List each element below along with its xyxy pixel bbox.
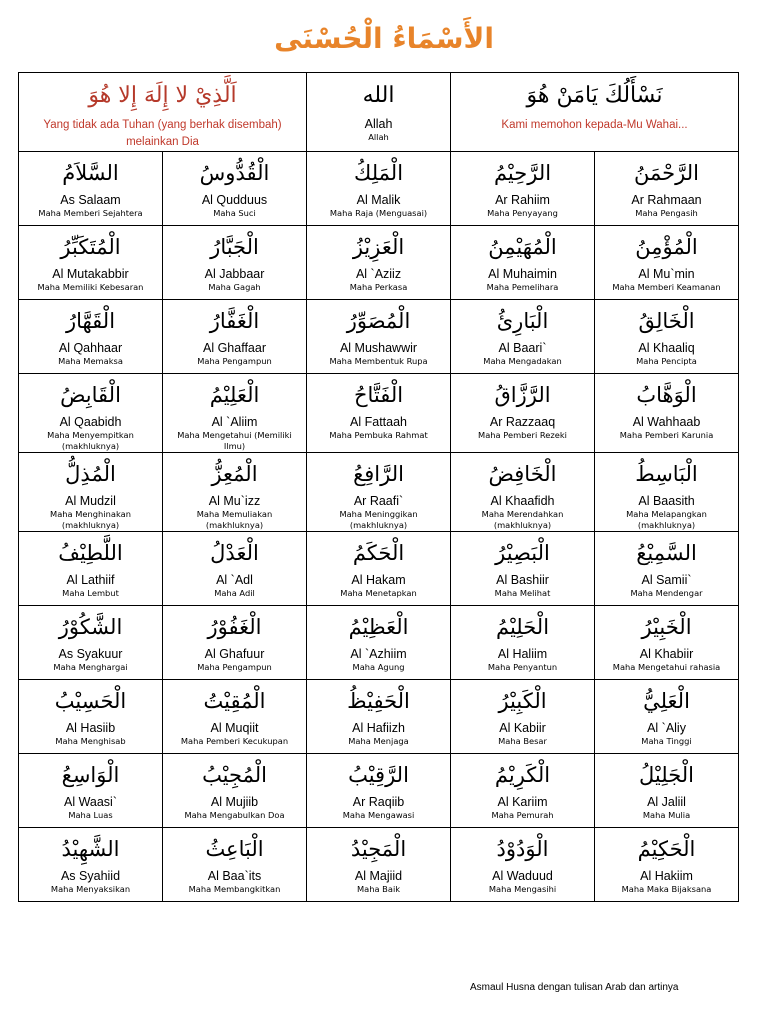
- name-latin: Al Malik: [356, 193, 401, 207]
- header-left-arabic: اَلَّذِيْ لا إِلَهَ إِلا هُوَ: [88, 83, 237, 108]
- name-arabic: الْخَالِقُ: [638, 309, 695, 333]
- name-meaning: Maha Memiliki Kebesaran: [37, 282, 144, 292]
- name-cell: [163, 532, 307, 606]
- name-cell: [163, 680, 307, 754]
- name-latin: Al Jabbaar: [204, 267, 265, 281]
- page-title: الأَسْمَاءُ الْحُسْنَى: [274, 22, 494, 55]
- name-latin: As Salaam: [60, 193, 121, 207]
- name-cell: [595, 300, 739, 374]
- name-latin: Al Muqiit: [210, 721, 259, 735]
- name-cell: [19, 754, 163, 828]
- name-meaning: Maha Adil: [214, 588, 255, 598]
- name-meaning: Maha Menyempitkan (makhluknya): [47, 430, 134, 451]
- name-arabic: الْعَظِيْمُ: [348, 615, 409, 639]
- name-latin: Al Waasi`: [63, 795, 117, 809]
- name-arabic: الْحَكِيْمُ: [637, 837, 696, 861]
- name-meaning: Maha Menjaga: [348, 736, 409, 746]
- name-cell: [595, 606, 739, 680]
- name-cell: [451, 680, 595, 754]
- name-latin: Al Ghafuur: [204, 647, 265, 661]
- name-latin: Al Samii`: [641, 573, 692, 587]
- name-latin: Al Baari`: [498, 341, 547, 355]
- name-cell: [19, 606, 163, 680]
- name-latin: Al Hafiizh: [352, 721, 405, 735]
- header-right-text: Kami memohon kepada-Mu Wahai...: [501, 119, 688, 131]
- name-cell: [19, 453, 163, 532]
- name-arabic: الْعَلِيْمُ: [209, 383, 260, 407]
- name-meaning: Maha Pemberi Kecukupan: [180, 736, 289, 746]
- name-cell: [19, 828, 163, 902]
- name-cell: [19, 300, 163, 374]
- name-cell: [595, 680, 739, 754]
- name-arabic: الرَّحِيْمُ: [493, 161, 552, 185]
- header-center-cell: [307, 73, 451, 152]
- name-arabic: الْمُهَيْمِنُ: [488, 235, 557, 259]
- name-meaning: Maha Besar: [498, 736, 547, 746]
- name-cell: [163, 606, 307, 680]
- name-meaning: Maha Mulia: [642, 810, 691, 820]
- name-latin: Al Khabiir: [639, 647, 694, 661]
- name-cell: [163, 374, 307, 453]
- name-meaning: Maha Menyaksikan: [50, 884, 131, 894]
- name-cell: [307, 532, 451, 606]
- name-arabic: الرَّافِعُ: [353, 462, 404, 486]
- name-meaning: Maha Mengadakan: [483, 356, 562, 366]
- name-cell: [451, 606, 595, 680]
- name-meaning: Maha Maka Bijaksana: [621, 884, 712, 894]
- name-latin: Al Majiid: [354, 869, 403, 883]
- asmaul-husna-table: [18, 72, 739, 902]
- name-latin: Al Kariim: [497, 795, 548, 809]
- name-cell: [307, 453, 451, 532]
- name-arabic: الْوَدُوْدُ: [496, 837, 549, 861]
- name-meaning: Maha Lembut: [62, 588, 119, 598]
- name-row: [19, 606, 739, 680]
- name-row: [19, 453, 739, 532]
- name-latin: Al `Aliy: [647, 721, 686, 735]
- name-latin: Al Fattaah: [350, 415, 407, 429]
- name-latin: Al Bashiir: [496, 573, 549, 587]
- name-cell: [595, 152, 739, 226]
- name-meaning: Maha Merendahkan (makhluknya): [481, 509, 564, 530]
- name-meaning: Maha Agung: [352, 662, 405, 672]
- name-cell: [307, 374, 451, 453]
- name-latin: Ar Rahmaan: [631, 193, 702, 207]
- name-cell: [307, 828, 451, 902]
- name-meaning: Maha Luas: [68, 810, 113, 820]
- name-arabic: الرَّزَّاقُ: [494, 383, 551, 407]
- name-row: [19, 828, 739, 902]
- name-cell: [19, 152, 163, 226]
- name-latin: Al Mu`izz: [208, 494, 261, 508]
- name-meaning: Maha Suci: [213, 208, 256, 218]
- name-meaning: Maha Pembuka Rahmat: [329, 430, 428, 440]
- header-center-meaning: Allah: [368, 132, 389, 142]
- name-meaning: Maha Mengabulkan Doa: [184, 810, 285, 820]
- name-latin: Al Hakiim: [640, 869, 693, 883]
- name-arabic: الْكَبِيْرُ: [498, 689, 547, 713]
- name-cell: [307, 680, 451, 754]
- name-arabic: الْعَدْلُ: [210, 541, 259, 565]
- name-cell: [19, 226, 163, 300]
- name-latin: Al Mudzil: [65, 494, 116, 508]
- name-arabic: الْمُعِزُّ: [211, 462, 258, 486]
- name-arabic: الرَّحْمَنُ: [634, 161, 699, 185]
- name-cell: [595, 828, 739, 902]
- name-row: [19, 152, 739, 226]
- name-meaning: Maha Memberi Keamanan: [612, 282, 721, 292]
- header-center-arabic: الله: [362, 83, 395, 108]
- name-cell: [163, 453, 307, 532]
- name-cell: [19, 680, 163, 754]
- name-cell: [595, 226, 739, 300]
- name-arabic: الْحَفِيْظُ: [347, 689, 410, 713]
- name-meaning: Maha Pengampun: [197, 662, 272, 672]
- name-meaning: Maha Menghinakan (makhluknya): [50, 509, 131, 530]
- header-left-cell: [19, 73, 307, 152]
- name-cell: [307, 754, 451, 828]
- header-right-cell: [451, 73, 739, 152]
- name-meaning: Maha Pemurah: [491, 810, 554, 820]
- name-latin: Al Muhaimin: [488, 267, 557, 281]
- name-latin: Al `Aziiz: [355, 267, 402, 281]
- name-row: [19, 300, 739, 374]
- name-meaning: Maha Pemberi Karunia: [619, 430, 714, 440]
- name-latin: Al Kabiir: [499, 721, 546, 735]
- name-arabic: الْمَلِكُ: [354, 161, 404, 185]
- name-meaning: Maha Mengetahui (Memiliki Ilmu): [177, 430, 292, 451]
- name-latin: Al Baa`its: [207, 869, 262, 883]
- name-meaning: Maha Pencipta: [636, 356, 697, 366]
- name-arabic: الْحَلِيْمُ: [495, 615, 550, 639]
- name-meaning: Maha Pemelihara: [486, 282, 559, 292]
- name-meaning: Maha Perkasa: [349, 282, 408, 292]
- name-cell: [595, 453, 739, 532]
- name-arabic: الْجَبَّارُ: [210, 235, 259, 259]
- name-arabic: الْخَبِيْرُ: [641, 615, 692, 639]
- name-arabic: الْوَهَّابُ: [636, 383, 697, 407]
- name-meaning: Maha Membangkitkan: [188, 884, 281, 894]
- header-right-arabic: نَسْأَلُكَ يَامَنْ هُوَ: [526, 83, 663, 108]
- name-arabic: الْقَابِضُ: [60, 383, 121, 407]
- name-latin: Al Jaliil: [647, 795, 686, 809]
- name-latin: Al Baasith: [638, 494, 695, 508]
- name-cell: [451, 300, 595, 374]
- name-arabic: الْعَزِيْزُ: [352, 235, 405, 259]
- name-cell: [451, 453, 595, 532]
- name-latin: Al Haliim: [497, 647, 548, 661]
- name-row: [19, 680, 739, 754]
- name-meaning: Maha Mengawasi: [342, 810, 415, 820]
- name-arabic: الْمَجِيْدُ: [350, 837, 407, 861]
- name-latin: Al Khaafidh: [490, 494, 555, 508]
- name-latin: Al Ghaffaar: [203, 341, 267, 355]
- name-arabic: الْمُتَكَبِّرُ: [60, 235, 121, 259]
- name-meaning: Maha Memaksa: [58, 356, 123, 366]
- name-cell: [307, 606, 451, 680]
- name-arabic: الشَّكُوْرُ: [58, 615, 123, 639]
- name-cell: [19, 374, 163, 453]
- name-cell: [451, 374, 595, 453]
- name-latin: Al Qudduus: [201, 193, 268, 207]
- header-center-latin: Allah: [364, 117, 393, 131]
- header-row: [19, 73, 739, 152]
- name-meaning: Maha Menghargai: [53, 662, 128, 672]
- name-arabic: الْحَكَمُ: [352, 541, 405, 565]
- name-cell: [307, 226, 451, 300]
- name-latin: Al Mutakabbir: [52, 267, 129, 281]
- name-meaning: Maha Raja (Menguasai): [329, 208, 428, 218]
- name-latin: Al `Aliim: [211, 415, 258, 429]
- name-cell: [595, 532, 739, 606]
- name-latin: Al Hakam: [351, 573, 406, 587]
- name-cell: [163, 226, 307, 300]
- name-cell: [451, 828, 595, 902]
- name-arabic: الْحَسِيْبُ: [54, 689, 127, 713]
- name-meaning: Maha Menetapkan: [340, 588, 417, 598]
- name-meaning: Maha Melihat: [494, 588, 551, 598]
- name-meaning: Maha Menghisab: [55, 736, 126, 746]
- name-arabic: الْغَفَّارُ: [209, 309, 260, 333]
- name-meaning: Maha Membentuk Rupa: [329, 356, 428, 366]
- name-meaning: Maha Penyantun: [487, 662, 558, 672]
- name-cell: [163, 828, 307, 902]
- name-latin: Ar Razzaaq: [489, 415, 556, 429]
- name-latin: Al Waduud: [492, 869, 553, 883]
- name-cell: [595, 374, 739, 453]
- name-arabic: الرَّقِيْبُ: [348, 763, 409, 787]
- name-meaning: Maha Mengetahui rahasia: [612, 662, 721, 672]
- name-cell: [451, 152, 595, 226]
- name-arabic: الْقَهَّارُ: [65, 309, 116, 333]
- name-meaning: Maha Gagah: [208, 282, 261, 292]
- name-arabic: الْبَاعِثُ: [205, 837, 264, 861]
- name-cell: [307, 300, 451, 374]
- name-arabic: الْوَاسِعُ: [61, 763, 120, 787]
- name-cell: [163, 152, 307, 226]
- name-latin: Al `Azhiim: [350, 647, 407, 661]
- name-latin: As Syakuur: [58, 647, 123, 661]
- name-arabic: الْجَلِيْلُ: [639, 763, 694, 787]
- name-cell: [19, 532, 163, 606]
- name-meaning: Maha Memberi Sejahtera: [38, 208, 143, 218]
- name-arabic: الْفَتَّاحُ: [353, 383, 404, 407]
- name-cell: [451, 226, 595, 300]
- header-left-text: Yang tidak ada Tuhan (yang berhak disembah) melainkan Dia: [43, 119, 282, 148]
- name-arabic: الْبَصِيْرُ: [495, 541, 550, 565]
- name-arabic: الْكَرِيْمُ: [494, 763, 551, 787]
- name-arabic: الْمُذِلُّ: [65, 462, 116, 486]
- name-meaning: Maha Penyayang: [487, 208, 558, 218]
- name-latin: Ar Raafi`: [353, 494, 404, 508]
- name-latin: Al Lathiif: [66, 573, 115, 587]
- name-row: [19, 226, 739, 300]
- name-arabic: الْعَلِيُّ: [643, 689, 690, 713]
- name-meaning: Maha Memuliakan (makhluknya): [196, 509, 273, 530]
- name-latin: Al Wahhaab: [632, 415, 701, 429]
- name-cell: [595, 754, 739, 828]
- name-arabic: الْمُؤْمِنُ: [635, 235, 698, 259]
- name-row: [19, 532, 739, 606]
- name-cell: [451, 532, 595, 606]
- name-row: [19, 754, 739, 828]
- name-latin: Al Mu`min: [638, 267, 695, 281]
- name-arabic: الْغَفُوْرُ: [207, 615, 262, 639]
- name-arabic: الْمُقِيْتُ: [203, 689, 266, 713]
- name-meaning: Maha Pengasih: [635, 208, 698, 218]
- name-cell: [307, 152, 451, 226]
- name-latin: Ar Raqiib: [352, 795, 405, 809]
- name-latin: Al Mujiib: [210, 795, 259, 809]
- name-meaning: Maha Pengampun: [197, 356, 272, 366]
- name-meaning: Maha Meninggikan (makhluknya): [339, 509, 418, 530]
- name-latin: Al Hasiib: [65, 721, 116, 735]
- name-cell: [163, 754, 307, 828]
- name-meaning: Maha Tinggi: [641, 736, 692, 746]
- name-latin: Al `Adl: [216, 573, 253, 587]
- name-arabic: الْقُدُّوسُ: [199, 161, 270, 185]
- name-meaning: Maha Melapangkan (makhluknya): [626, 509, 707, 530]
- name-latin: Al Qahhaar: [58, 341, 123, 355]
- name-meaning: Maha Mengasihi: [488, 884, 557, 894]
- name-latin: As Syahiid: [60, 869, 121, 883]
- name-arabic: الْمُجِيْبُ: [202, 763, 267, 787]
- name-cell: [451, 754, 595, 828]
- name-row: [19, 374, 739, 453]
- name-latin: Al Qaabidh: [59, 415, 122, 429]
- name-arabic: الْخَافِضُ: [488, 462, 557, 486]
- name-arabic: الشَّهِيْدُ: [61, 837, 120, 861]
- name-meaning: Maha Mendengar: [630, 588, 703, 598]
- name-arabic: اللَّطِيْفُ: [58, 541, 123, 565]
- name-arabic: الْبَارِئُ: [496, 309, 549, 333]
- name-cell: [163, 300, 307, 374]
- name-latin: Ar Rahiim: [495, 193, 550, 207]
- name-arabic: الْبَاسِطُ: [635, 462, 698, 486]
- footer-caption: Asmaul Husna dengan tulisan Arab dan artinya: [470, 982, 679, 993]
- name-meaning: Maha Pemberi Rezeki: [478, 430, 567, 440]
- name-arabic: الْمُصَوِّرُ: [346, 309, 411, 333]
- name-meaning: Maha Baik: [356, 884, 401, 894]
- name-arabic: السَّمِيْعُ: [636, 541, 697, 565]
- name-latin: Al Mushawwir: [339, 341, 418, 355]
- name-latin: Al Khaaliq: [638, 341, 695, 355]
- name-arabic: السَّلاَمُ: [62, 161, 119, 185]
